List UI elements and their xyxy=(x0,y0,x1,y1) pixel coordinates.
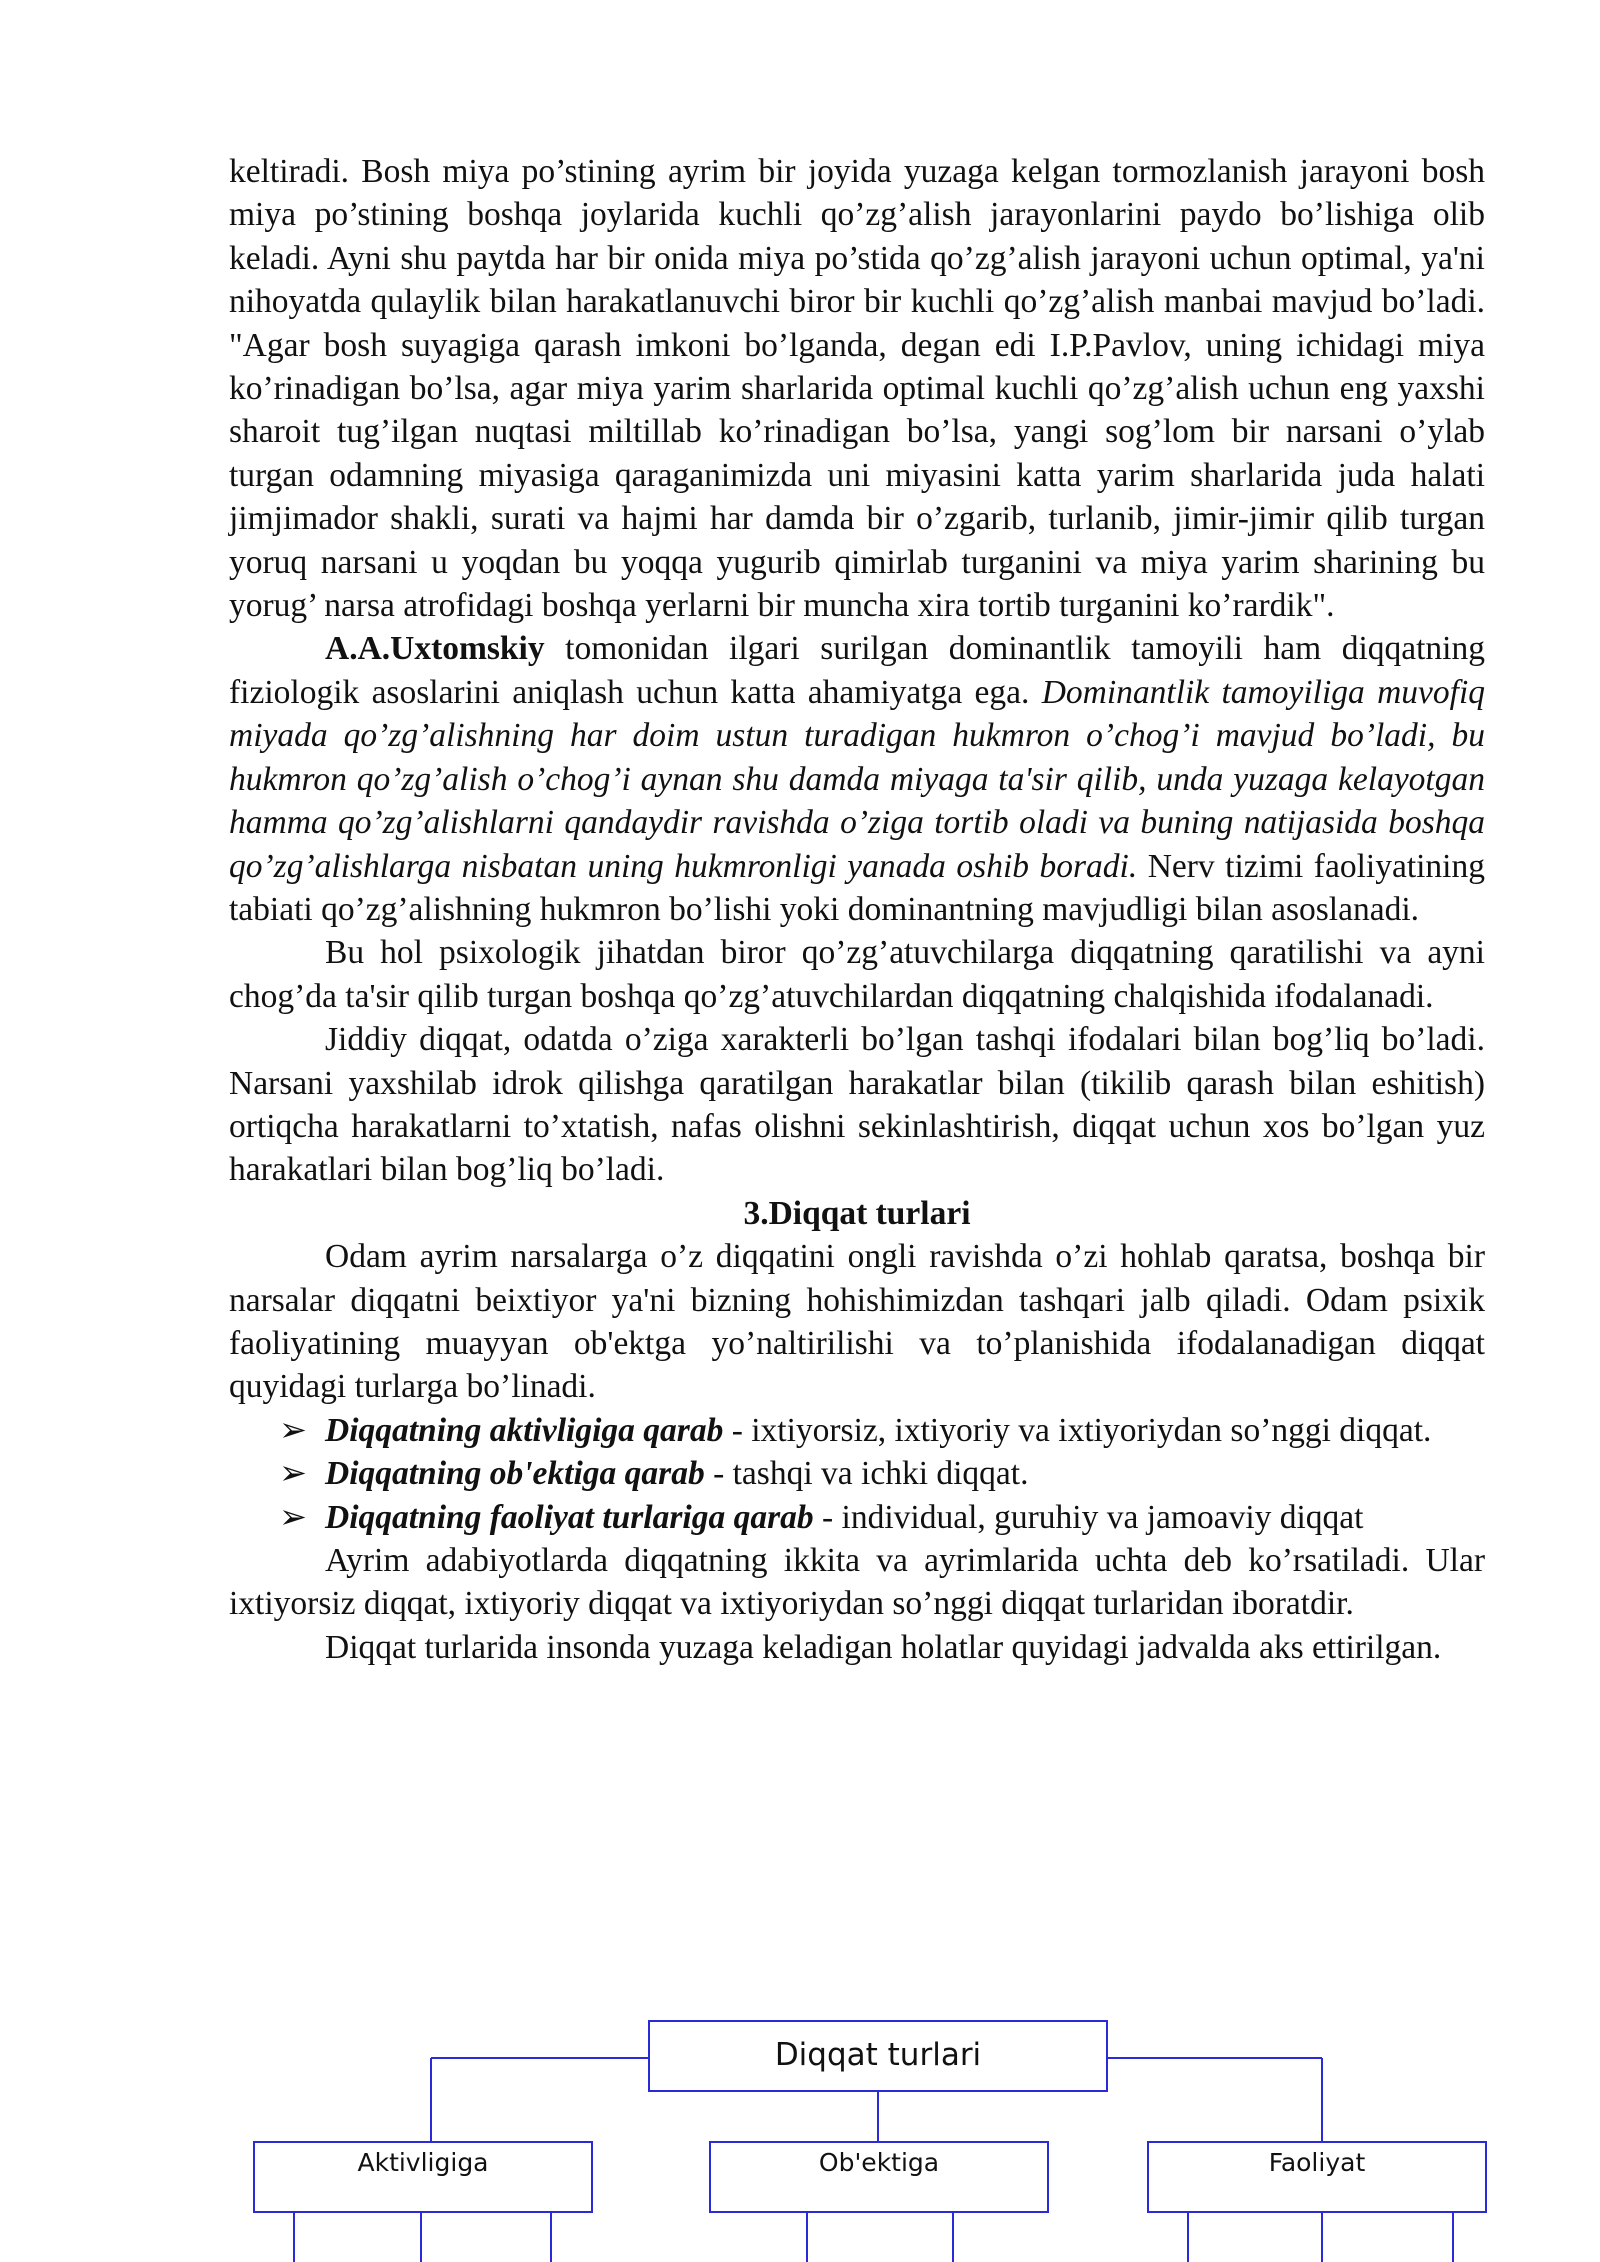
list-item xyxy=(229,1452,1485,1495)
list-item-text: - ixtiyorsiz, ixtiyoriy va ixtiyoriydan so’nggi diqqat. xyxy=(723,1411,1432,1449)
arrow-bullet-icon: ➢ xyxy=(279,1411,308,1449)
paragraph-attention-types-intro: Odam ayrim narsalarga o’z diqqatini ongli ravishda o’zi hohlab qaratsa, boshqa bir narsalar diqqatni beixtiyor ya'ni bizning hohishimizdan tashqari jalb qiladi. Odam psixik faoliyatining muayyan ob'ektga yo’naltirilishi va to’planishida ifodalanadigan diqqat quyidagi turlarga bo’linadi. xyxy=(229,1238,1485,1406)
arrow-bullet-icon: ➢ xyxy=(279,1455,308,1493)
paragraph-psychological: Bu hol psixologik jihatdan biror qo’zg’atuvchilarga diqqatning qaratilishi va ayni chog’da ta'sir qilib turgan boshqa qo’zg’atuvchilardan diqqatning chalqishida ifodalanadi. xyxy=(229,934,1485,1015)
paragraph-literature: Ayrim adabiyotlarda diqqatning ikkita va ayrimlarida uchta deb ko’rsatiladi. Ular ixtiyorsiz diqqat, ixtiyoriy diqqat va ixtiyoriydan so’nggi diqqat turlaridan iboratdir. xyxy=(229,1542,1485,1623)
list-item-text: - individual, guruhiy va jamoaviy diqqat xyxy=(813,1498,1364,1536)
list-item-term: Diqqatning ob'ektiga qarab xyxy=(325,1455,705,1493)
paragraph-serious-attention: Jiddiy diqqat, odatda o’ziga xarakterli bo’lgan tashqi ifodalari bilan bog’liq bo’ladi. Narsani yaxshilab idrok qilishga qaratilgan harakatlar bilan (tikilib qarash bilan eshitish) ortiqcha harakatlarni to’xtatish, nafas olishni sekinlashtirish, diqqat uchun xos bo’lgan yuz harakatlari bilan bog’liq bo’ladi. xyxy=(229,1021,1485,1189)
dominant-principle-definition: Dominantlik tamoyiliga muvofiq miyada qo’zg’alishning har doim ustun turadigan hukmron o’chog’i mavjud bo’ladi, bu hukmron qo’zg’alish o’chog’i aynan shu damda miyaga ta'sir qilib, unda yuzaga kelayotgan hamma qo’zg’alishlarni qandaydir ravishda o’ziga tortib oladi va buning natijasida boshqa qo’zg’alishlarga nisbatan uning hukmronligi yanada oshib boradi. xyxy=(229,673,1486,885)
list-item xyxy=(229,1496,1485,1539)
list-item-text: - tashqi va ichki diqqat. xyxy=(704,1455,1029,1493)
paragraph-uxtomskiy xyxy=(229,627,1485,931)
paragraph-table-intro: Diqqat turlarida insonda yuzaga keladigan holatlar quyidagi jadvalda aks ettirilgan. xyxy=(325,1628,1442,1666)
attention-types-list xyxy=(229,1409,1485,1539)
diagram-box-faoliyat: Faoliyat xyxy=(1147,2141,1487,2213)
list-item-term: Diqqatning aktivligiga qarab xyxy=(325,1411,724,1449)
section-heading: 3.Diqqat turlari xyxy=(743,1194,971,1232)
diagram-box-obektiga: Ob'ektiga xyxy=(709,2141,1049,2213)
diagram-root-box: Diqqat turlari xyxy=(648,2020,1108,2092)
arrow-bullet-icon: ➢ xyxy=(279,1498,308,1536)
document-body xyxy=(229,150,1485,1669)
list-item-term: Diqqatning faoliyat turlariga qarab xyxy=(325,1498,814,1536)
paragraph-uxtomskiy-tail: Nerv tizimi faoliyatining tabiati qo’zg’alishning hukmron bo’lishi yoki dominantning mavjudligi bilan asoslanadi. xyxy=(229,847,1485,928)
list-item xyxy=(229,1409,1485,1452)
paragraph-uxtomskiy-text: tomonidan ilgari surilgan dominantlik tamoyili ham diqqatning fiziologik asoslarini aniqlash uchun katta ahamiyatga ega. xyxy=(229,630,1485,711)
author-name: A.A.Uxtomskiy xyxy=(325,630,545,668)
diagram-box-aktivligiga: Aktivligiga xyxy=(253,2141,593,2213)
paragraph-pavlov: keltiradi. Bosh miya po’stining ayrim bir joyida yuzaga kelgan tormozlanish jarayoni bosh miya po’stining boshqa joylarida kuchli qo’zg’alish jarayonlarini paydo bo’lishiga olib keladi. Ayni shu paytda har bir onida miya po’stida qo’zg’alish jarayoni uchun optimal, ya'ni nihoyatda qulaylik bilan harakatlanuvchi biror bir kuchli qo’zg’alish manbai mavjud bo’ladi. "Agar bosh suyagiga qarash imkoni bo’lganda, degan edi I.P.Pavlov, uning ichidagi miya ko’rinadigan bo’lsa, agar miya yarim sharlarida optimal kuchli qo’zg’alish uchun eng yaxshi sharoit tug’ilgan nuqtasi miltillab ko’rinadigan bo’lsa, yangi sog’lom bir narsani o’ylab turgan odamning miyasiga qaraganimizda uni miyasini katta yarim sharlarida juda halati jimjimador shakli, surati va hajmi har damda bir o’zgarib, turlanib, jimir-jimir qilib turgan yoruq narsani u yoqdan bu yoqqa yugurib qimirlab turganini va miya yarim sharining bu yorug’ narsa atrofidagi boshqa yerlarni bir muncha xira tortib turganini ko’rardik". xyxy=(229,153,1485,625)
